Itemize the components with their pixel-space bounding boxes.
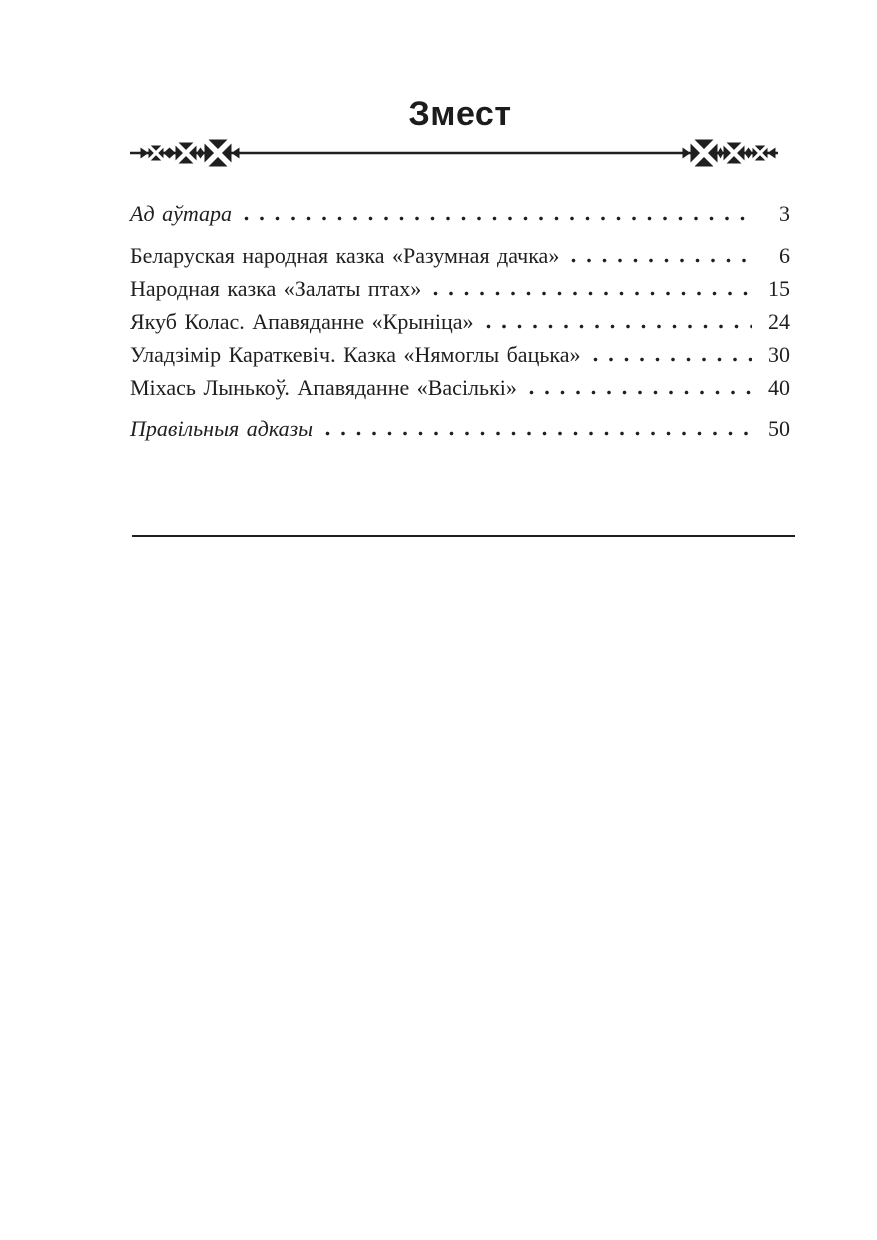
toc-page-number: 15 — [768, 276, 790, 301]
toc-dot-leader — [529, 390, 752, 395]
toc-entry — [130, 197, 790, 230]
cross-icon — [176, 143, 197, 164]
arrow-icon — [768, 148, 776, 159]
toc-entry-title: Ад аўтара — [130, 201, 232, 226]
arrow-icon — [721, 148, 724, 159]
page-content — [130, 0, 790, 537]
toc-page-number: 24 — [768, 309, 790, 334]
table-of-contents — [130, 197, 790, 445]
toc-entry — [130, 371, 790, 404]
toc-entry-title: Народная казка «Залаты птах» — [130, 276, 422, 301]
toc-dot-leader — [433, 291, 752, 296]
toc-page-number: 40 — [768, 375, 790, 400]
arrow-icon — [683, 148, 691, 159]
toc-page-number: 6 — [779, 243, 790, 268]
toc-page-number: 50 — [768, 416, 790, 441]
arrow-icon — [141, 148, 149, 159]
toc-dot-leader — [571, 258, 752, 263]
arrow-icon — [749, 148, 753, 159]
arrow-icon — [201, 148, 205, 159]
toc-dot-leader — [325, 431, 752, 436]
toc-entry — [130, 412, 790, 445]
arrow-icon — [170, 148, 176, 159]
toc-entry-title: Правільныя адказы — [130, 416, 314, 441]
toc-entry — [130, 239, 790, 272]
arrow-icon — [164, 148, 170, 159]
cross-icon — [753, 146, 768, 161]
bottom-rule — [132, 535, 795, 537]
arrow-icon — [232, 148, 240, 159]
ornament-left-group — [141, 140, 240, 167]
toc-page-number: 3 — [779, 201, 790, 226]
toc-dot-leader — [593, 357, 752, 362]
arrow-icon — [745, 148, 749, 159]
cross-icon — [724, 143, 745, 164]
ornament-rule — [130, 137, 790, 169]
toc-dot-leader — [486, 324, 752, 329]
toc-page-number: 30 — [768, 342, 790, 367]
arrow-icon — [197, 148, 201, 159]
cross-icon — [149, 146, 164, 161]
toc-entry-title: Якуб Колас. Апавяданне «Крыніца» — [130, 309, 474, 334]
toc-dot-leader — [244, 216, 752, 221]
cross-icon — [691, 140, 718, 167]
toc-entry — [130, 272, 790, 305]
ornament-right-group — [683, 140, 776, 167]
arrow-icon — [718, 148, 721, 159]
toc-entry-title: Міхась Лынькоў. Апавяданне «Васількі» — [130, 375, 517, 400]
cross-icon — [205, 140, 232, 167]
toc-entry-title: Уладзімір Караткевіч. Казка «Нямоглы бацька» — [130, 342, 581, 367]
toc-entry-title: Беларуская народная казка «Разумная дачка» — [130, 243, 560, 268]
toc-entry — [130, 305, 790, 338]
toc-entry — [130, 338, 790, 371]
page-title: Змест — [408, 95, 512, 133]
